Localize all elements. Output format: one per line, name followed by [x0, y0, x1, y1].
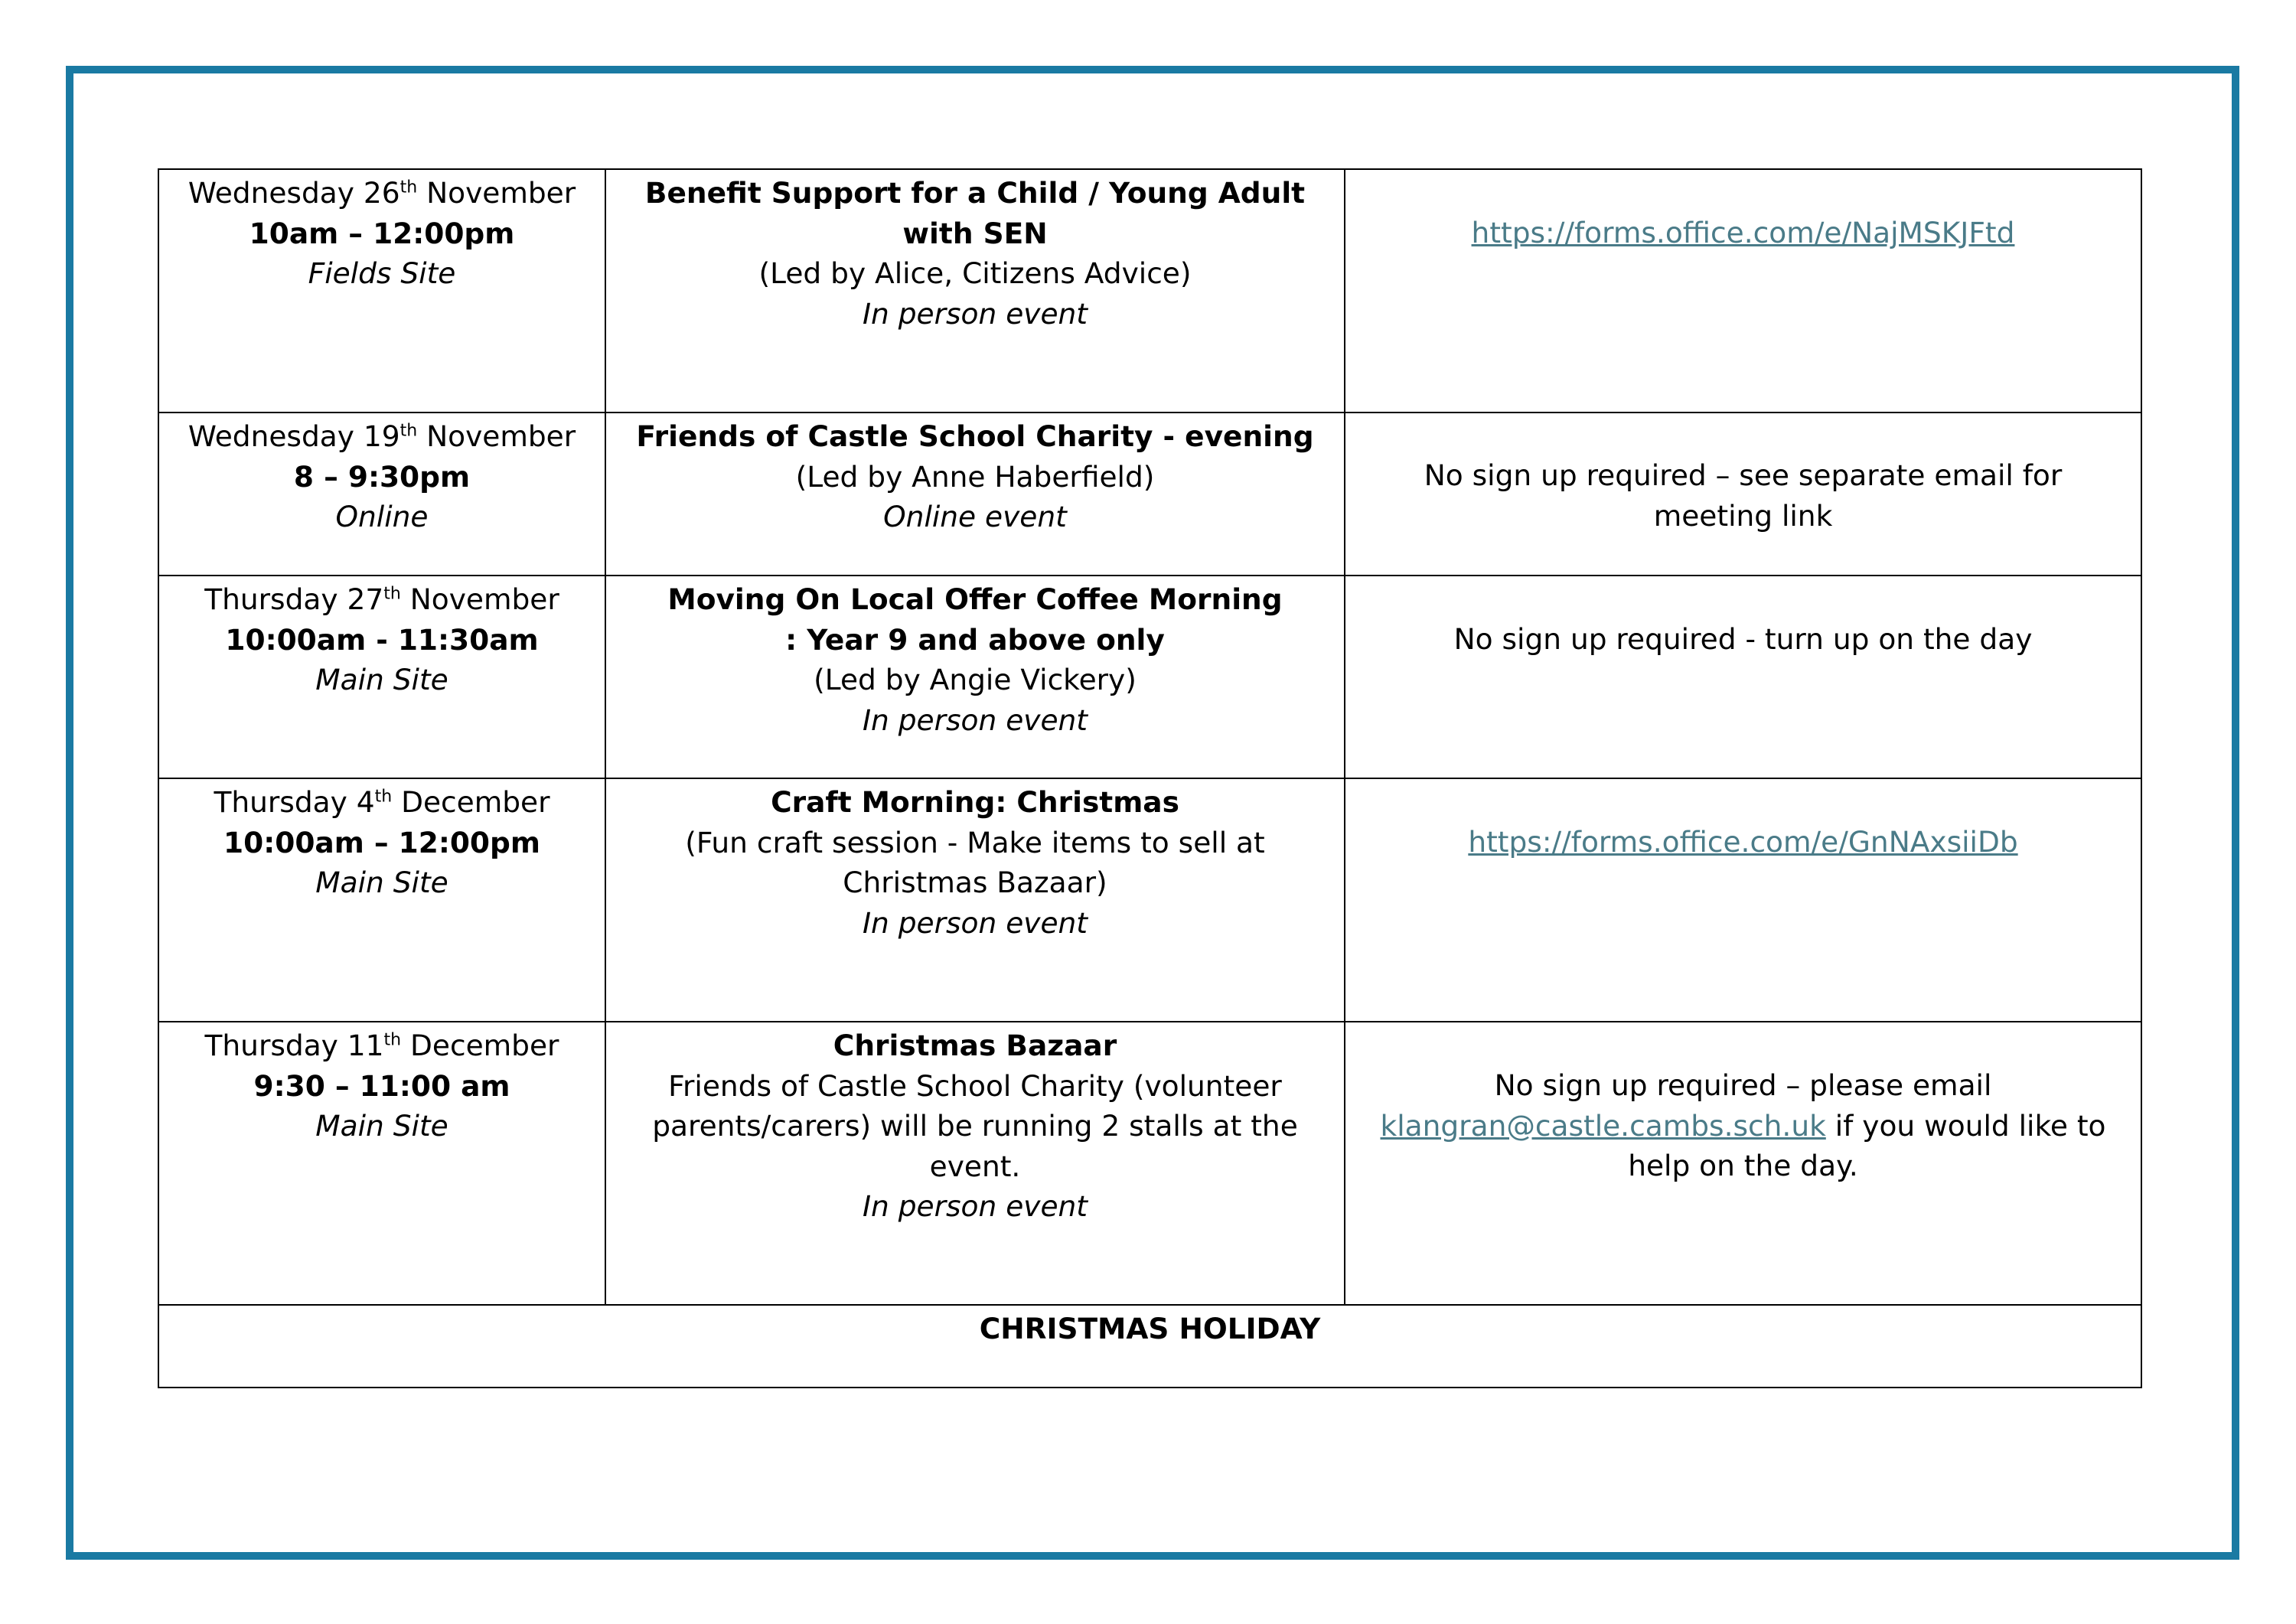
event-location: Main Site	[315, 1109, 448, 1143]
event-signup-cell	[1345, 778, 2141, 1022]
event-title: Craft Morning: Christmas	[771, 785, 1179, 819]
event-type: In person event	[862, 703, 1088, 737]
event-location: Main Site	[315, 866, 448, 899]
event-date-cell	[158, 576, 605, 778]
event-date-cell	[158, 169, 605, 413]
table-row	[158, 778, 2141, 1022]
event-date-cell	[158, 778, 605, 1022]
event-title: Moving On Local Offer Coffee Morning	[667, 582, 1283, 616]
event-signup-cell	[1345, 576, 2141, 778]
event-led-by: (Led by Anne Haberfield)	[795, 459, 1155, 494]
holiday-banner: CHRISTMAS HOLIDAY	[979, 1312, 1321, 1345]
event-type: Online event	[883, 500, 1067, 533]
event-location: Main Site	[315, 663, 448, 696]
event-date: Wednesday 19th November	[188, 419, 576, 453]
event-location: Fields Site	[308, 256, 456, 290]
event-description: Friends of Castle School Charity (volunteer parents/carers) will be running 2 stalls at the event.	[652, 1068, 1298, 1183]
event-details-cell	[605, 1022, 1345, 1305]
events-table	[158, 168, 2142, 1388]
event-date: Thursday 27th November	[204, 582, 559, 616]
event-led-by: (Led by Angie Vickery)	[814, 663, 1137, 696]
signup-note: No sign up required - turn up on the day	[1453, 622, 2033, 656]
event-details-cell	[605, 413, 1345, 576]
signup-note: No sign up required – please email klangran@castle.cambs.sch.uk if you would like to help on the day.	[1380, 1068, 2106, 1182]
event-time: 8 – 9:30pm	[293, 459, 471, 494]
event-date-cell	[158, 1022, 605, 1305]
event-time: 10:00am – 12:00pm	[223, 825, 540, 859]
signup-form-link[interactable]: https://forms.office.com/e/GnNAxsiiDb	[1468, 825, 2018, 859]
event-title-subline: : Year 9 and above only	[785, 622, 1165, 657]
table-row	[158, 1305, 2141, 1388]
event-title: Christmas Bazaar	[833, 1029, 1117, 1062]
event-signup-cell	[1345, 413, 2141, 576]
event-date: Thursday 11th December	[204, 1029, 559, 1062]
event-details-cell	[605, 778, 1345, 1022]
event-signup-cell	[1345, 169, 2141, 413]
table-row	[158, 413, 2141, 576]
event-details-cell	[605, 576, 1345, 778]
event-description: (Fun craft session - Make items to sell at Christmas Bazaar)	[685, 825, 1265, 899]
event-type: In person event	[862, 905, 1088, 940]
event-time: 10:00am - 11:30am	[225, 622, 539, 657]
event-date-cell	[158, 413, 605, 576]
event-title: Friends of Castle School Charity - evening	[636, 419, 1314, 453]
event-details-cell	[605, 169, 1345, 413]
event-signup-cell	[1345, 1022, 2141, 1305]
table-row	[158, 576, 2141, 778]
event-date: Thursday 4th December	[214, 785, 550, 819]
table-row	[158, 169, 2141, 413]
event-led-by: (Led by Alice, Citizens Advice)	[758, 256, 1192, 290]
event-type: In person event	[862, 1189, 1088, 1223]
event-time: 10am – 12:00pm	[249, 216, 515, 250]
email-link[interactable]: klangran@castle.cambs.sch.uk	[1380, 1108, 1826, 1143]
signup-form-link[interactable]: https://forms.office.com/e/NajMSKJFtd	[1471, 216, 2015, 249]
event-date: Wednesday 26th November	[188, 176, 576, 210]
table-row	[158, 1022, 2141, 1305]
event-time: 9:30 – 11:00 am	[253, 1068, 510, 1103]
event-type: In person event	[862, 296, 1088, 331]
holiday-banner-cell	[158, 1305, 2141, 1388]
event-title: Benefit Support for a Child / Young Adult with SEN	[644, 176, 1306, 250]
signup-note: No sign up required – see separate email for meeting link	[1424, 458, 2063, 533]
event-location: Online	[335, 500, 429, 533]
